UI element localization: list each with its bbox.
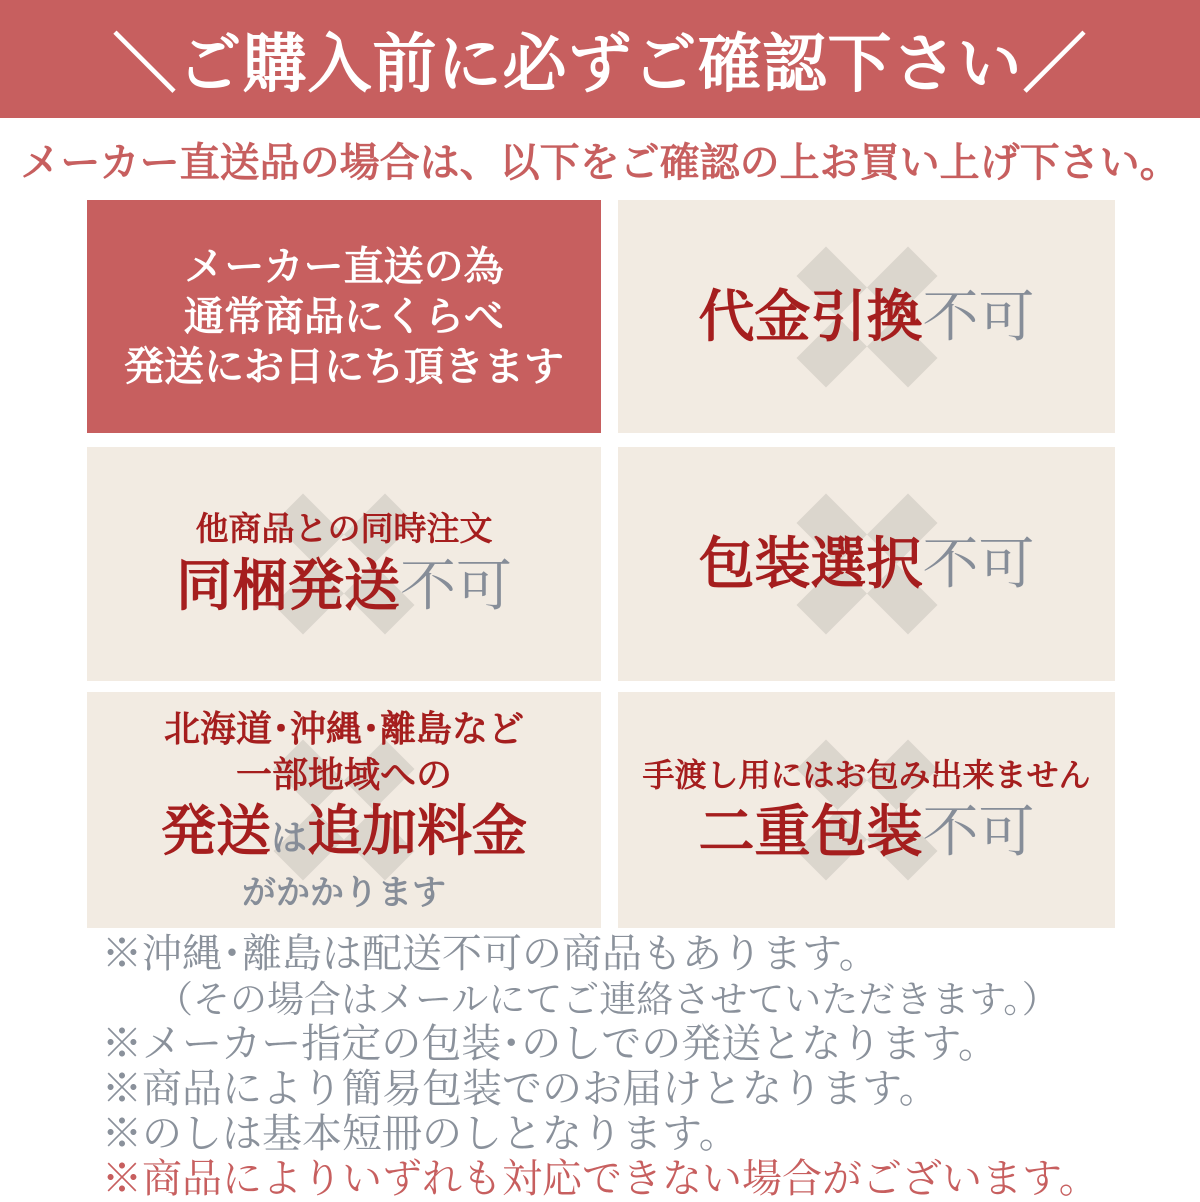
lead-time-line-1: メーカー直送の為 (184, 244, 504, 289)
extra-fee-line-1: 北海道･沖縄･離島など (163, 707, 524, 749)
bundle-label-gray: 不可 (400, 554, 512, 617)
extra-fee-main-red-1: 発送 (160, 799, 271, 862)
double-wrap-box (618, 692, 1115, 928)
double-wrap-pre-label: 手渡し用にはお包み出来ません (642, 757, 1091, 793)
extra-fee-line-2: 一部地域への (235, 753, 452, 795)
wrap-select-content (699, 529, 1035, 599)
footnote-1: ※沖縄･離島は配送不可の商品もあります。 (102, 932, 879, 976)
extra-fee-content (161, 706, 527, 915)
bundle-content (176, 507, 512, 621)
header-banner (0, 0, 1200, 118)
cod-content (699, 282, 1035, 352)
lead-time-notice-content (124, 242, 564, 392)
lead-time-notice-box (87, 200, 601, 433)
double-wrap-label-gray: 不可 (922, 800, 1035, 863)
footnote-5: ※のしは基本短冊のしとなります。 (102, 1112, 739, 1156)
footnote-4: ※商品により簡易包装でのお届けとなります。 (102, 1067, 939, 1111)
extra-fee-box (87, 692, 601, 928)
footnote-6: ※商品によりいずれも対応できない場合がございます。 (102, 1157, 1099, 1201)
extra-fee-main-gray: は (270, 816, 307, 858)
wrap-select-label-red: 包装選択 (698, 532, 923, 595)
footnotes (102, 932, 1162, 1202)
subtitle-text: メーカー直送品の場合は、以下をご確認の上お買い上げ下さい。 (20, 140, 1180, 185)
page-title: ＼ご購入前に必ずご確認下さい／ (112, 28, 1088, 100)
double-wrap-label-red: 二重包装 (698, 800, 923, 863)
footnote-3: ※メーカー指定の包装･のしでの発送となります。 (102, 1022, 998, 1066)
wrap-select-label-gray: 不可 (922, 532, 1035, 595)
extra-fee-main (161, 798, 527, 871)
bundle-pre-label: 他商品との同時注文 (195, 510, 493, 547)
cod-not-available-box (618, 200, 1115, 433)
cod-label-gray: 不可 (922, 284, 1035, 348)
lead-time-line-2: 通常商品にくらべ (184, 294, 504, 339)
wrap-select-box (618, 447, 1115, 681)
cod-label (699, 282, 1035, 352)
double-wrap-content (642, 753, 1090, 867)
wrap-select-label (699, 529, 1035, 599)
bundle-label (176, 551, 512, 621)
bundle-label-red: 同梱発送 (176, 554, 400, 617)
cod-label-red: 代金引換 (698, 284, 923, 348)
extra-fee-main-red-2: 追加料金 (307, 799, 528, 862)
double-wrap-label (698, 797, 1034, 867)
lead-time-line-3: 発送にお日にち頂きます (124, 344, 564, 389)
bundle-shipping-box (87, 447, 601, 681)
footnote-2: （その場合はメールにてご連絡させていただきます。） (156, 979, 1059, 1020)
extra-fee-post: がかかります (241, 873, 446, 912)
